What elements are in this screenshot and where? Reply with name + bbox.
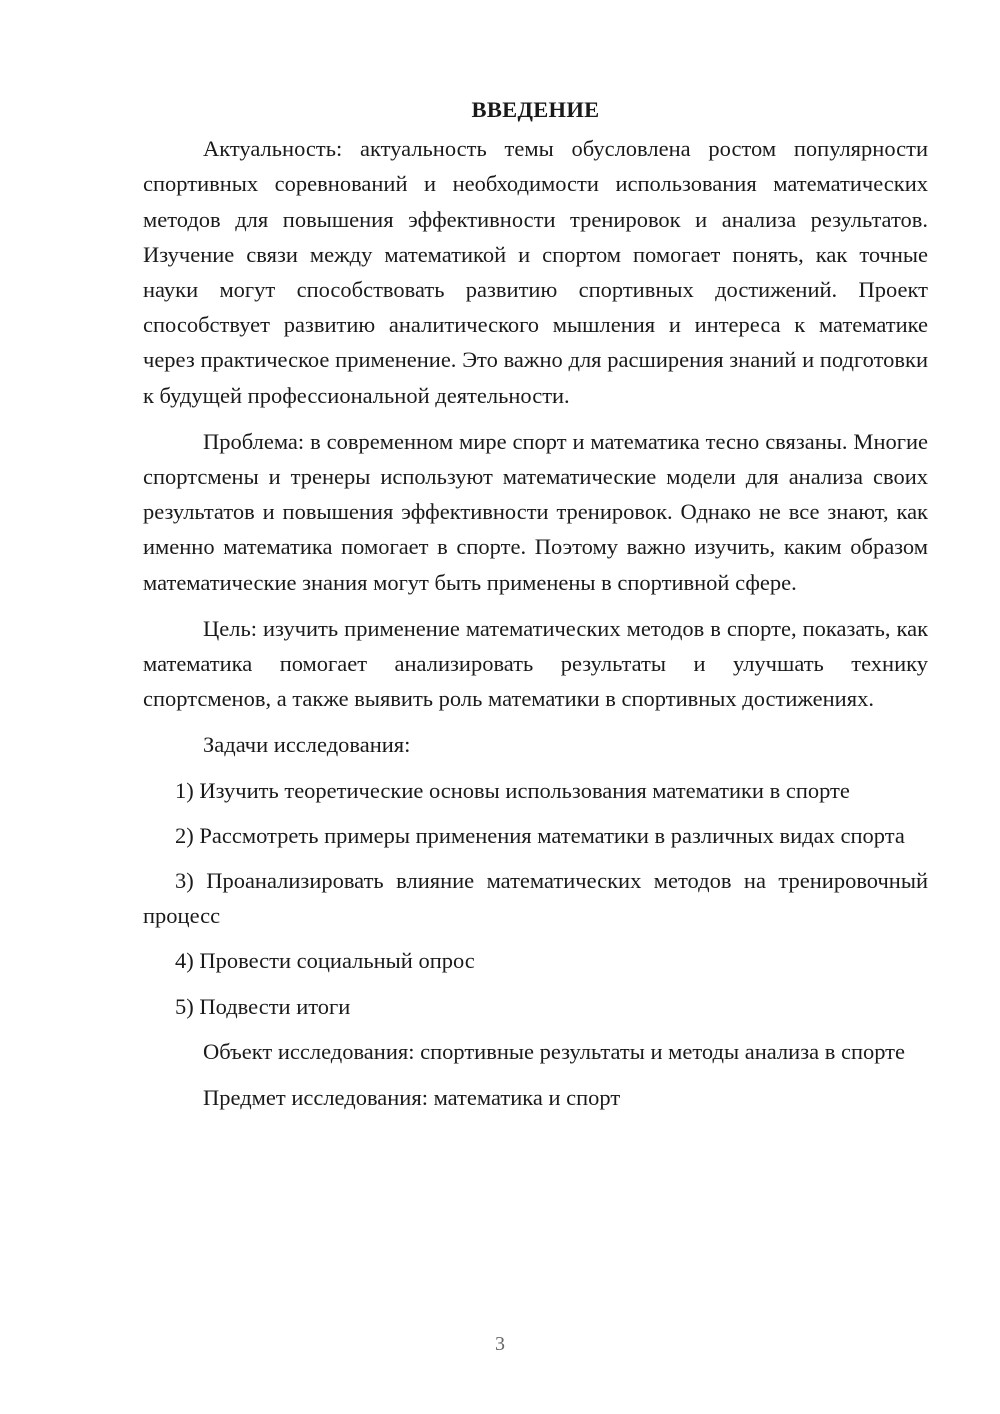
page-title: ВВЕДЕНИЕ bbox=[471, 97, 600, 122]
document-page bbox=[143, 92, 928, 1115]
goal-paragraph: Цель: изучить применение математических методов в спорте, показать, как математика помогает анализировать результаты и улучшать технику спортсменов, а также выявить роль математики в спортивных достижениях. bbox=[143, 615, 928, 712]
page-number: 3 bbox=[495, 1333, 505, 1355]
task-item-2: 2) Рассмотреть примеры применения математики в различных видах спорта bbox=[175, 822, 905, 848]
problem-paragraph: Проблема: в современном мире спорт и математика тесно связаны. Многие спортсмены и тренеры используют математические модели для анализа своих результатов и повышения эффективности тренировок. Однако не все знают, как именно математика помогает в спорте. Поэтому важно изучить, каким образом математические знания могут быть применены в спортивной сфере. bbox=[143, 428, 928, 595]
tasks-heading: Задачи исследования: bbox=[203, 732, 411, 758]
task-item-4: 4) Провести социальный опрос bbox=[175, 948, 475, 974]
relevance-paragraph: Актуальность: актуальность темы обусловлена ростом популярности спортивных соревнований и необходимости использования математических методов для повышения эффективности тренировок и анализа результатов. Изучение связи между математикой и спортом помогает понять, как точные науки могут способствовать развитию спортивных достижений. Проект способствует развитию аналитического мышления и интереса к математике через практическое применение. Это важно для расширения знаний и подготовки к будущей профессиональной деятельности. bbox=[143, 136, 928, 408]
subject-paragraph: Предмет исследования: математика и спорт bbox=[203, 1085, 621, 1111]
task-item-3: 3) Проанализировать влияние математических методов на тренировочный процесс bbox=[143, 868, 928, 929]
task-item-1: 1) Изучить теоретические основы использования математики в спорте bbox=[175, 777, 850, 803]
object-paragraph: Объект исследования: спортивные результаты и методы анализа в спорте bbox=[203, 1038, 906, 1064]
task-item-5: 5) Подвести итоги bbox=[175, 993, 351, 1019]
